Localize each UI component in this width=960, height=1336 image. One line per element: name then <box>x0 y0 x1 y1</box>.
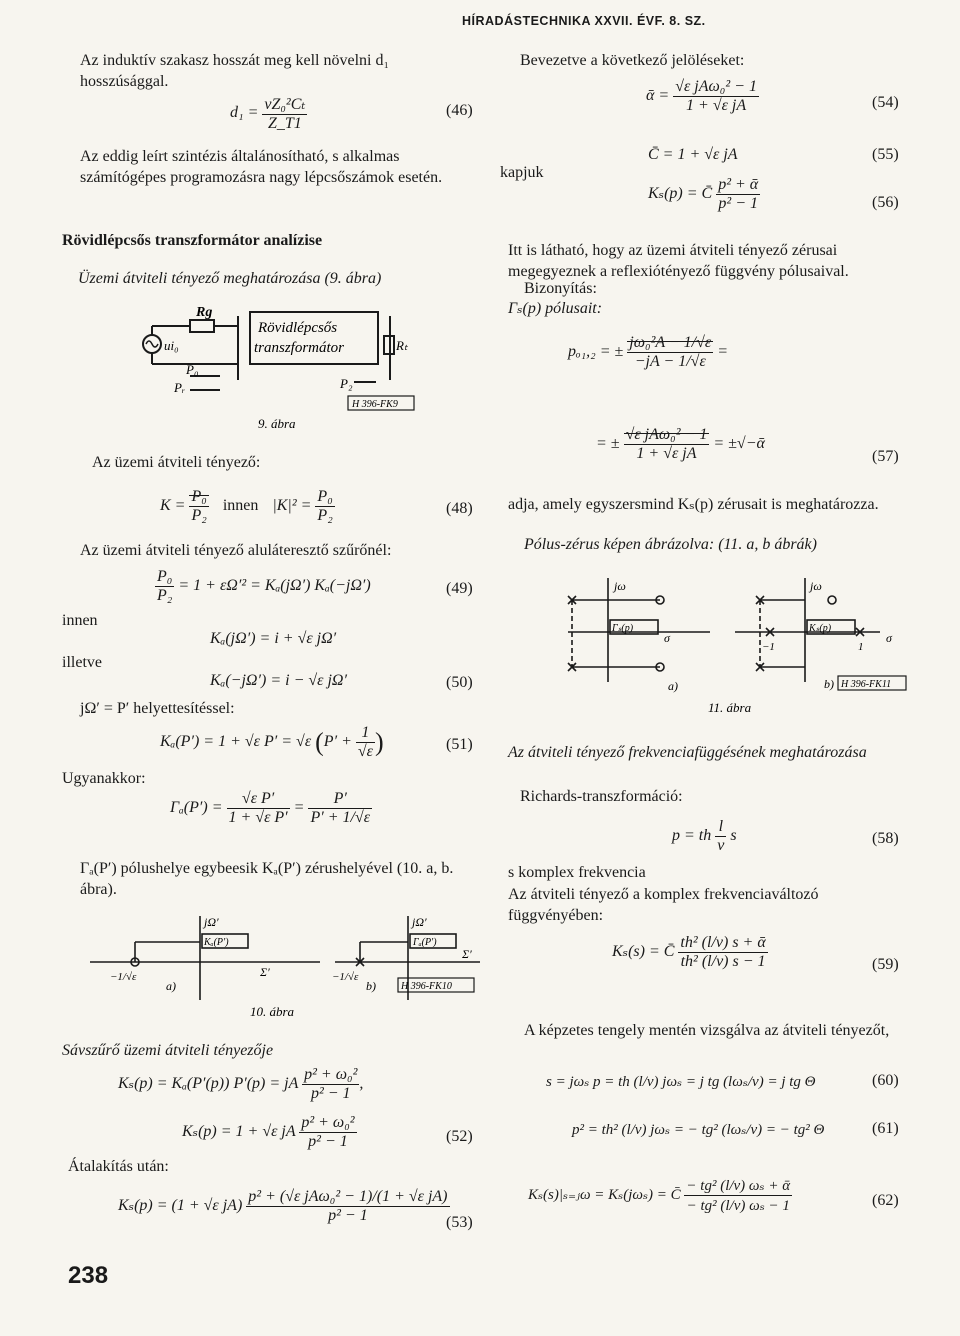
fig9-rt-label: Rₜ <box>396 338 408 353</box>
fig9-p2-label: P₂ <box>340 376 353 391</box>
fig9-rg-label: Rg <box>196 305 213 320</box>
eq-number-57: (57) <box>872 448 899 465</box>
eq-number-51: (51) <box>446 736 473 753</box>
equation-55: C̄ = 1 + √ε jA <box>648 146 738 163</box>
paragraph-adja: adja, amely egyszersmind Kₛ(p) zérusait is meghatározza. <box>508 496 879 513</box>
equation-48: K = $\frac{\text{P₀}}{\text{P₂}}$ innen |K|² = $\frac{\text{P₀}}{\text{P₂}}$ <box>160 488 333 524</box>
eq-number-53: (53) <box>446 1214 473 1231</box>
fig11b-axis-jw: jω <box>810 579 822 593</box>
paragraph-helyettesites: jΩ′ = P′ helyettesítéssel: <box>80 700 235 717</box>
paragraph-uzemi: Az üzemi átviteli tényező: <box>92 454 261 471</box>
paragraph-szintezis: Az eddig leírt szintézis általánosítható, s alkalmas számítógépes programozásra nagy lépcsőszámok esetén. <box>80 148 443 186</box>
eq-number-56: (56) <box>872 194 899 211</box>
eq-number-62: (62) <box>872 1192 899 1209</box>
word-bizonyitas: Bizonyítás: <box>524 280 597 297</box>
fig11a-sigma: σ <box>664 631 670 645</box>
subsection-title: Üzemi átviteli tényező meghatározása (9. ábra) <box>78 270 382 287</box>
eq-number-46: (46) <box>446 102 473 119</box>
fig9-p0-label: P₀ <box>186 362 199 377</box>
fig10b-tag: b) <box>366 979 376 993</box>
equation-46: d₁ = $\frac{\text{vZ₀²Cₜ}}{Z\_T1}$ <box>230 96 306 132</box>
fig9-box-line2: transzformátor <box>254 340 345 356</box>
equation-60: s = jωₛ p = th (l/v) jωₛ = j tg (lωₛ/v) = j tg Θ <box>546 1074 816 1090</box>
fig11b-neg1: −1 <box>762 641 775 653</box>
paragraph-bevezetve: Bevezetve a következő jelöléseket: <box>520 52 745 69</box>
equation-52: Kₛ(p) = 1 + √ε jA $\frac{\text{p² + ω₀²}}{\text{p² − 1}}$ <box>182 1114 355 1150</box>
freq-title: Az átviteli tényező frekvenciafüggésének meghatározása <box>508 744 867 761</box>
paragraph-alulatereszto: Az üzemi átviteli tényező aluláteresztő szűrőnél: <box>80 542 392 559</box>
fig10b-ga-label: Γₐ(P′) <box>413 937 437 948</box>
equation-51: Kₐ(P′) = 1 + √ε P′ = √ε (P′ + $\frac{1}{√\varepsilon}$ ) <box>160 724 384 760</box>
fig11a-tag: a) <box>668 679 678 693</box>
word-ugyanakkor: Ugyanakkor: <box>62 770 146 787</box>
fig9-box-line1: Rövidlépcsős <box>258 320 338 336</box>
fig11-caption: 11. ábra <box>708 700 752 715</box>
eq-number-59: (59) <box>872 956 899 973</box>
figure-9-circuit <box>140 302 420 432</box>
equation-59: Kₛ(s) = C̄ $\frac{\text{th² (l/v) s + ᾱ}}{\text{th² (l/v) s − 1}}$ <box>612 934 766 970</box>
s-komplex: s komplex frekvencia <box>508 864 646 881</box>
richards-title: Richards-transzformáció: <box>520 788 683 805</box>
fig11a-axis-jw: jω <box>614 579 626 593</box>
figure-11-pole-zero <box>560 572 910 717</box>
eq-number-52: (52) <box>446 1128 473 1145</box>
fig11-code: H 396-FK11 <box>841 679 892 690</box>
equation-62: Kₛ(s)|ₛ₌ⱼω = Kₛ(jωₛ) = C̄ $\frac{\text{− tg² (l/v) ωₛ + ᾱ}}{\text{− tg² (l/v) ωₛ − 1}}$ <box>528 1178 791 1214</box>
equation-58: p = th $\frac{l}{v}$ s <box>672 818 737 854</box>
equation-57a: pₒ₁,₂ = ± $\frac{\text{jω₀²A − 1/√ε}}{-jA - 1/√\varepsilon}$ = <box>568 334 728 370</box>
word-gamma-polusai: Γₛ(p) pólusait: <box>508 300 603 317</box>
eq-number-61: (61) <box>872 1120 899 1137</box>
word-illetve: illetve <box>62 654 102 671</box>
word-kapjuk: kapjuk <box>500 164 544 181</box>
eq-number-55: (55) <box>872 146 899 163</box>
fig10b-axis-jw: jΩ′ <box>412 915 427 929</box>
equation-50: Kₐ(−jΩ′) = i − √ε jΩ′ <box>210 672 347 689</box>
fig10-code: H 396-FK10 <box>401 981 452 992</box>
fig11a-gs-label: Γₛ(p) <box>612 623 634 634</box>
fig9-ui-label: ui₀ <box>164 338 179 353</box>
fig10b-neg-label: −1/√ε <box>332 971 359 983</box>
eq-number-54: (54) <box>872 94 899 111</box>
fig10b-sigma: Σ′ <box>462 947 472 961</box>
equation-ks-def: Kₛ(p) = Kₐ(P′(p)) P′(p) = jA $\frac{\text{p² + ω₀²}}{\text{p² − 1}}$ , <box>118 1066 364 1102</box>
paragraph-zerusai: Itt is látható, hogy az üzemi átviteli tényező zérusai megegyeznek a reflexiótényező függvény pólusaival. <box>508 242 849 280</box>
fig10a-tag: a) <box>166 979 176 993</box>
fig9-code: H 396-FK9 <box>352 399 398 410</box>
equation-53: Kₛ(p) = (1 + √ε jA) $\frac{\text{p² + (√ε jAω₀² − 1)/(1 + √ε jA)}}{\text{p² − 1}}$ <box>118 1188 448 1224</box>
sav-title: Sávszűrő üzemi átviteli tényezője <box>62 1042 274 1059</box>
fig11b-pos1: 1 <box>858 641 864 653</box>
section-title: Rövidlépcsős transzformátor analízise <box>62 232 323 249</box>
paragraph-poluhely: Γₐ(P′) pólushelye egybeesik Kₐ(P′) zérushelyével (10. a, b. ábra). <box>80 860 454 898</box>
fig10a-axis-jw: jΩ′ <box>204 915 219 929</box>
word-innen: innen <box>62 612 98 629</box>
fig9-caption: 9. ábra <box>258 416 296 431</box>
eq-number-48: (48) <box>446 500 473 517</box>
equation-ka-pos: Kₐ(jΩ′) = i + √ε jΩ′ <box>210 630 337 647</box>
fig11b-sigma: σ <box>886 631 892 645</box>
paragraph-kepzetes: A képzetes tengely mentén vizsgálva az átviteli tényezőt, <box>524 1022 890 1039</box>
eq-number-49: (49) <box>446 580 473 597</box>
fig9-pr-label: Pᵣ <box>174 380 186 395</box>
equation-57b: = ± $\frac{\text{√ε jAω₀² − 1}}{\text{1 + √ε jA}}$ = ±√−ᾱ <box>596 426 765 462</box>
equation-gamma-a: Γₐ(P′) = $\frac{\text{√ε P′}}{\text{1 + √ε P′}}$ = $\frac{P'}{P' + 1/√\varepsilon}$ <box>170 790 371 826</box>
figure-10-pole-zero <box>80 910 480 1025</box>
fig10a-ka-label: Kₐ(P′) <box>204 937 229 948</box>
equation-56: Kₛ(p) = C̄ $\frac{\text{p² + ᾱ}}{\text{p² − 1}}$ <box>648 176 759 212</box>
equation-54: ᾱ = $\frac{\text{√ε jAω₀² − 1}}{\text{1 + √ε jA}}$ <box>646 78 757 114</box>
eq-number-60: (60) <box>872 1072 899 1089</box>
eq-number-58: (58) <box>872 830 899 847</box>
fig10a-neg-label: −1/√ε <box>110 971 137 983</box>
eq-number-50: (50) <box>446 674 473 691</box>
paragraph-polus-zerus: Pólus-zérus képen ábrázolva: (11. a, b ábrák) <box>524 536 817 553</box>
fig11b-tag: b) <box>824 677 834 691</box>
word-atalakitas: Átalakítás után: <box>68 1158 169 1175</box>
equation-61: p² = th² (l/v) jωₛ = − tg² (lωₛ/v) = − tg² Θ <box>572 1122 825 1138</box>
fig11b-ks-label: Kₛ(p) <box>809 623 832 634</box>
equation-49: $\frac{\text{P₀}}{\text{P₂}}$ = 1 + εΩ′² = Kₐ(jΩ′) Kₐ(−jΩ′) <box>157 568 371 604</box>
fig10-caption: 10. ábra <box>250 1004 295 1019</box>
page-number: 238 <box>68 1262 109 1289</box>
fig10a-sigma: Σ′ <box>260 965 270 979</box>
paragraph-induktiv: Az induktív szakasz hosszát meg kell növelni d₁ hosszúsággal. <box>80 52 390 90</box>
paragraph-komplex-fv: Az átviteli tényező a komplex frekvenciaváltozó függvényében: <box>508 886 819 924</box>
